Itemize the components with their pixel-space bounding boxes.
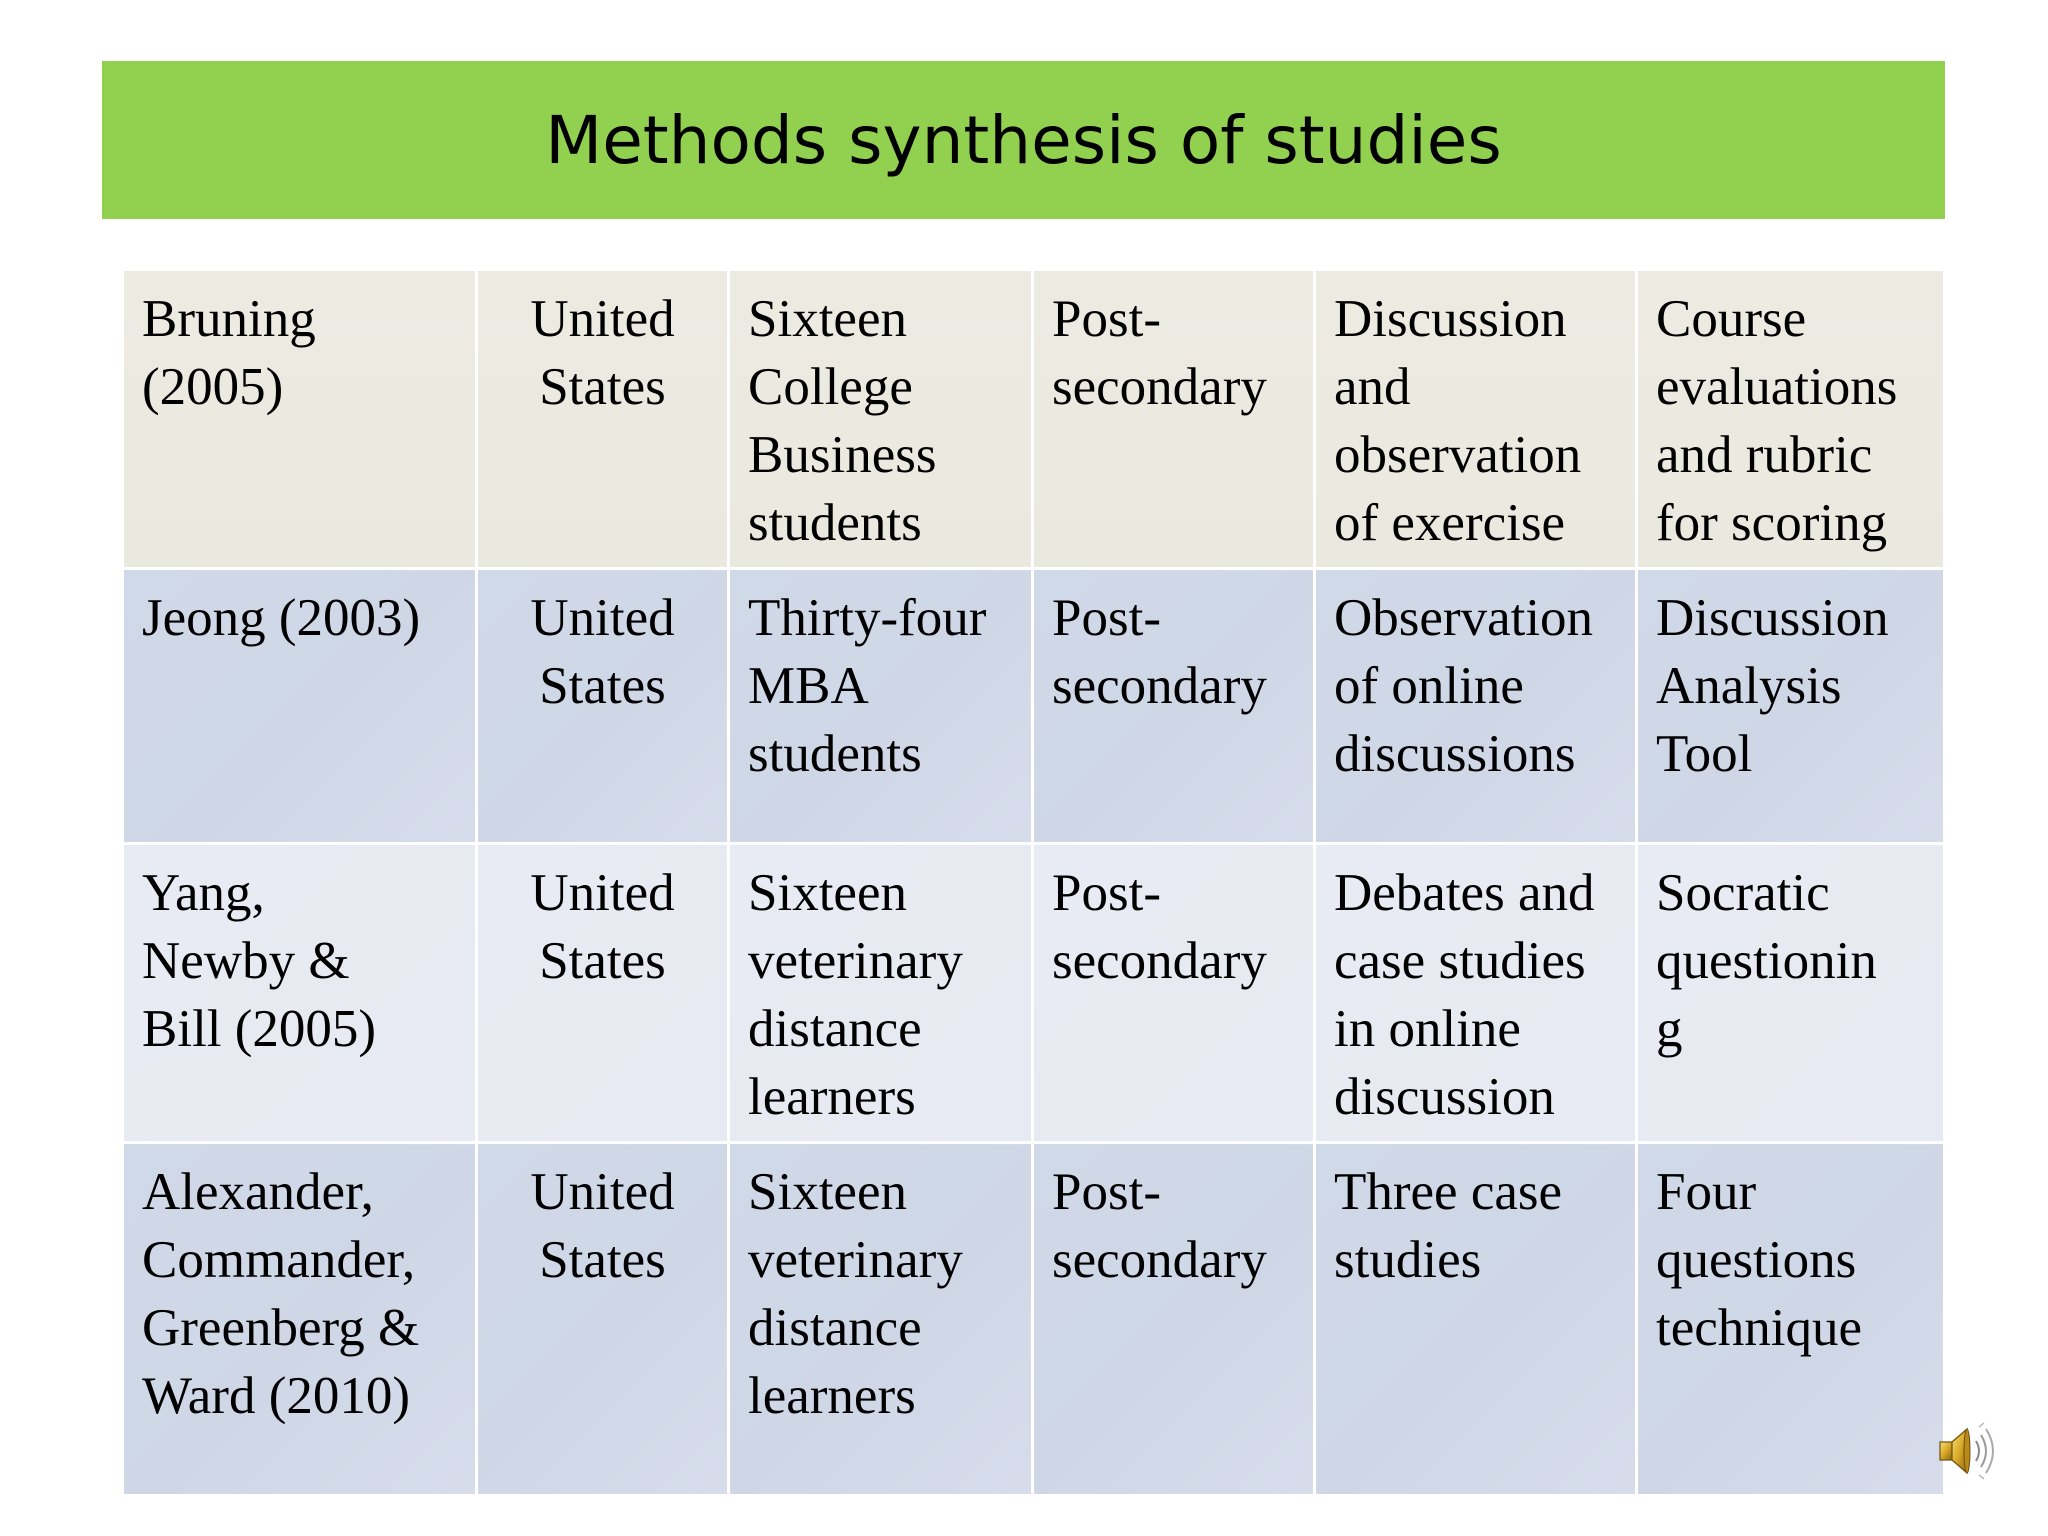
participants-cell: Sixteen veterinary distance learners <box>729 844 1033 1143</box>
title-banner <box>102 61 1945 219</box>
level-cell: Post- secondary <box>1033 1143 1315 1496</box>
method-cell: Discussion and observation of exercise <box>1315 270 1637 569</box>
study-cell: Yang, Newby & Bill (2005) <box>123 844 477 1143</box>
level-cell: Post- secondary <box>1033 569 1315 844</box>
study-cell: Jeong (2003) <box>123 569 477 844</box>
participants-cell: Sixteen College Business students <box>729 270 1033 569</box>
method-cell: Three case studies <box>1315 1143 1637 1496</box>
method-cell: Debates and case studies in online discussion <box>1315 844 1637 1143</box>
speaker-icon[interactable] <box>1934 1421 2004 1481</box>
slide-title: Methods synthesis of studies <box>545 101 1502 179</box>
table-row <box>123 844 1945 1143</box>
table-row <box>123 1143 1945 1496</box>
participants-cell: Sixteen veterinary distance learners <box>729 1143 1033 1496</box>
participants-cell: Thirty-four MBA students <box>729 569 1033 844</box>
level-cell: Post- secondary <box>1033 844 1315 1143</box>
instrument-cell: Four questions technique <box>1637 1143 1945 1496</box>
country-cell: United States <box>477 844 729 1143</box>
table-row <box>123 569 1945 844</box>
country-cell: United States <box>477 1143 729 1496</box>
instrument-cell: Course evaluations and rubric for scoring <box>1637 270 1945 569</box>
country-cell: United States <box>477 569 729 844</box>
instrument-cell: Socratic questionin g <box>1637 844 1945 1143</box>
study-cell: Bruning (2005) <box>123 270 477 569</box>
methods-synthesis-table <box>121 268 1946 1497</box>
country-cell: United States <box>477 270 729 569</box>
study-cell: Alexander, Commander, Greenberg & Ward (2010) <box>123 1143 477 1496</box>
instrument-cell: Discussion Analysis Tool <box>1637 569 1945 844</box>
table-row <box>123 270 1945 569</box>
level-cell: Post- secondary <box>1033 270 1315 569</box>
method-cell: Observation of online discussions <box>1315 569 1637 844</box>
